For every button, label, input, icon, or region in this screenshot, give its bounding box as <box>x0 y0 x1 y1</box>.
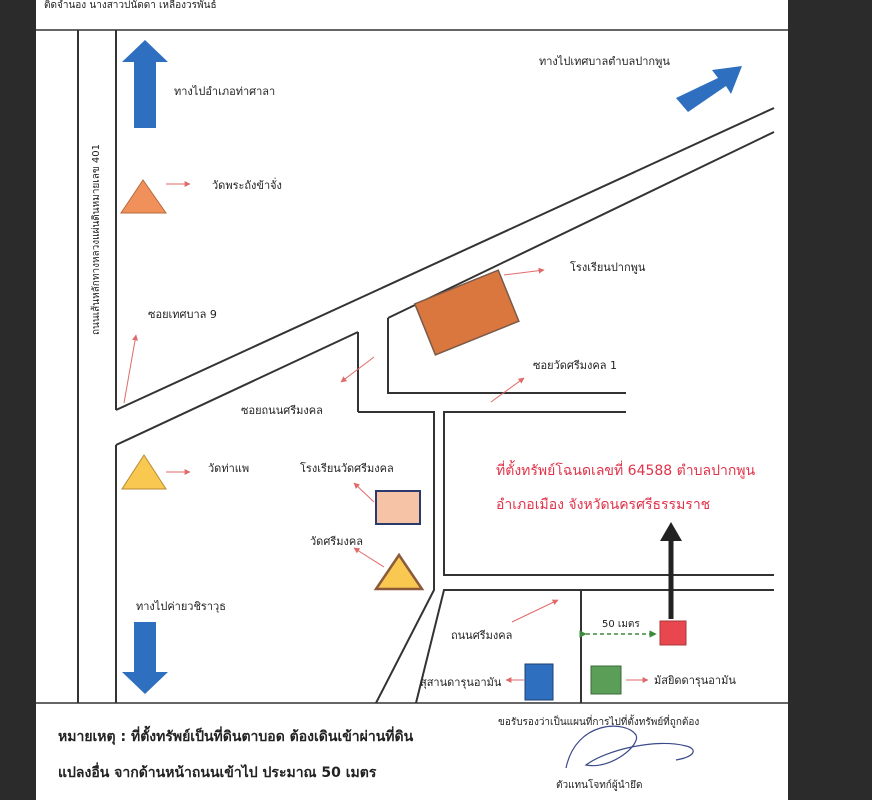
wat-si-mongkhon-icon <box>376 555 422 589</box>
label-wat-si-mongkhon: วัดศรีมงคล <box>310 535 363 548</box>
south-arrow-icon <box>122 622 168 694</box>
property-line-1: ที่ตั้งทรัพย์โฉนดเลขที่ 64588 ตำบลปากพูน <box>496 463 756 479</box>
darunaman-mosque-icon <box>591 666 621 694</box>
property-marker <box>660 621 686 645</box>
wat-tha-phae-icon <box>122 455 166 489</box>
map-sheet <box>36 0 788 800</box>
certify-text: ขอรับรองว่าเป็นแผนที่การไปที่ตั้งทรัพย์ที่ถูกต้อง <box>498 717 700 728</box>
label-darunaman-cemetery: สุสานดารุนอามัน <box>420 676 502 689</box>
label-darunaman-mosque: มัสยิดดารุนอามัน <box>654 674 736 687</box>
diagonal-road-lower <box>116 332 358 445</box>
signature <box>566 726 693 768</box>
label-wat-phra-tang: วัดพระถังข้าจั่ง <box>212 179 282 192</box>
label-highway-401: ถนนเส้นหลักทางหลวงแผ่นดินหมายเลข 401 <box>91 144 102 335</box>
note-line-1: หมายเหตุ : ที่ตั้งทรัพย์เป็นที่ดินตาบอด ต้องเดินเข้าผ่านที่ดิน <box>58 729 414 745</box>
diagonal-road-upper <box>116 108 774 410</box>
property-line-2: อำเภอเมือง จังหวัดนครศรีธรรมราช <box>496 497 711 513</box>
label-distance: 50 เมตร <box>602 619 640 630</box>
label-pak-phun-school: โรงเรียนปากพูน <box>570 261 646 274</box>
label-wat-tha-phae: วัดท่าแพ <box>208 462 250 475</box>
north-arrow-icon <box>122 40 168 128</box>
label-soi-wat-si-mongkhon-1: ซอยวัดศรีมงคล 1 <box>533 359 617 372</box>
northeast-arrow-icon <box>676 66 742 112</box>
label-wat-si-mongkhon-school: โรงเรียนวัดศรีมงคล <box>300 462 394 475</box>
label-to-vajiravudh-camp: ทางไปค่ายวชิราวุธ <box>136 600 226 613</box>
signer-text: ตัวแทนโจทก์ผู้นำยึด <box>556 780 643 791</box>
pak-phun-school-icon <box>415 270 519 355</box>
property-pointer-head <box>660 522 682 541</box>
darunaman-cemetery-icon <box>525 664 553 700</box>
wat-si-mongkhon-school-icon <box>376 491 420 524</box>
label-soi-thetsaban-9: ซอยเทศบาล 9 <box>148 308 217 321</box>
label-to-pak-phun-municipality: ทางไปเทศบาลตำบลปากพูน <box>539 55 670 68</box>
wat-phra-tang-icon <box>121 180 166 213</box>
label-soi-thanon-si-mongkhon: ซอยถนนศรีมงคล <box>241 404 323 417</box>
label-thanon-si-mongkhon: ถนนศรีมงคล <box>451 629 513 642</box>
owner-line: ติดจำนอง นางสาวปนัดดา เหลืองวรพันธ์ <box>44 0 217 11</box>
label-to-tha-sala: ทางไปอำเภอท่าศาลา <box>174 85 276 98</box>
note-line-2: แปลงอื่น จากด้านหน้าถนนเข้าไป ประมาณ 50 เมตร <box>58 765 377 781</box>
